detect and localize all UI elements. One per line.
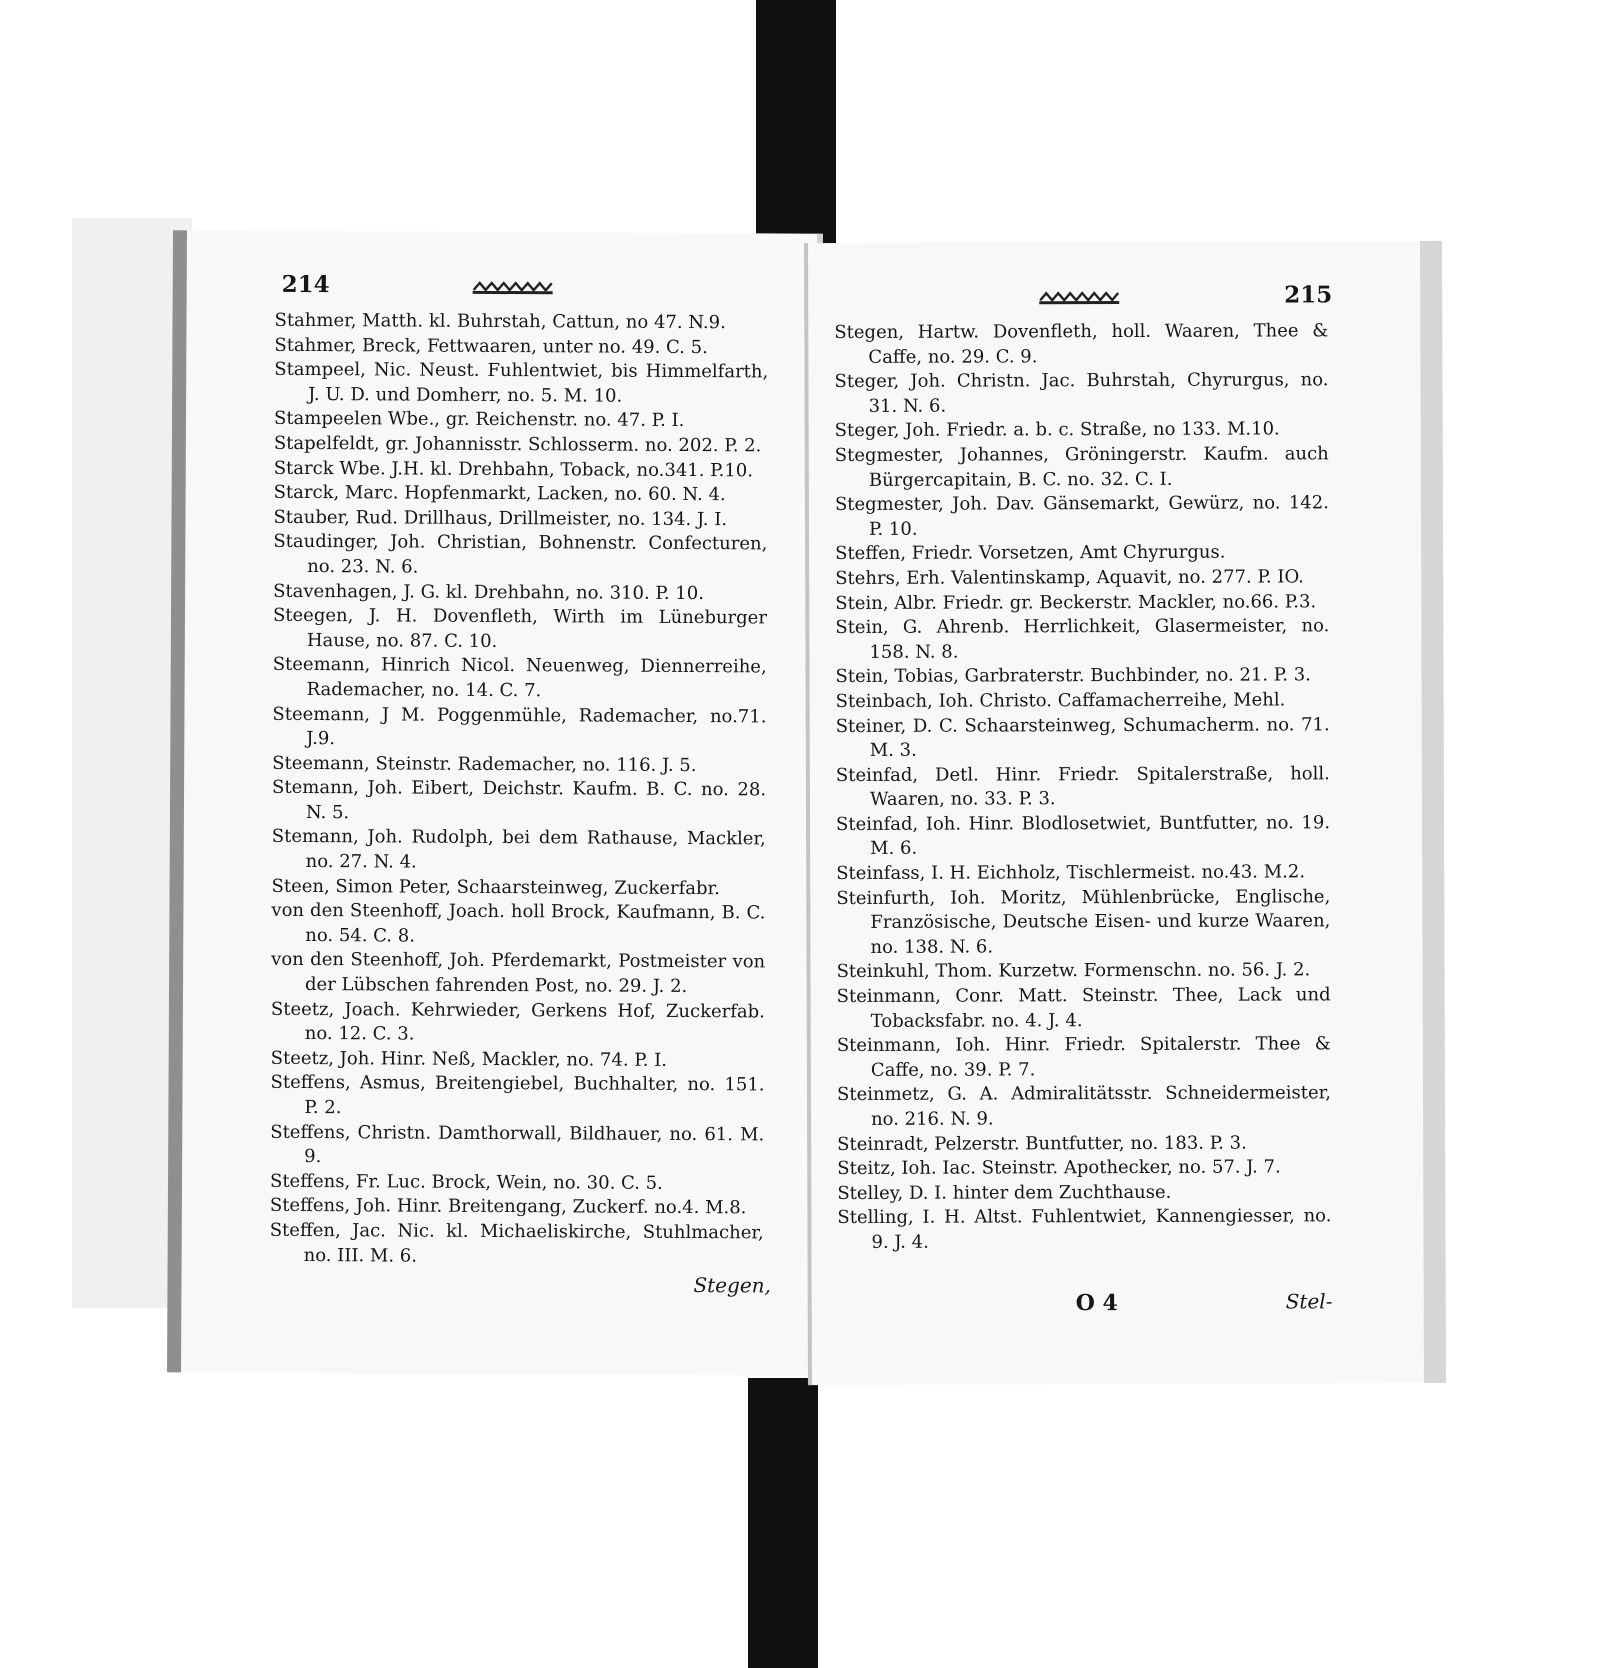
list-item: Steger, Joh. Christn. Jac. Buhrstah, Chyrurgus, no. 31. N. 6. <box>834 369 1329 417</box>
page-number-left: 214 <box>281 270 330 299</box>
right-page <box>804 241 1446 1385</box>
list-item: Steinfad, Ioh. Hinr. Blodlosetwiet, Buntfutter, no. 19. M. 6. <box>836 812 1331 860</box>
list-item: Steger, Joh. Friedr. a. b. c. Straße, no 133. M.10. <box>834 418 1280 442</box>
list-item: Steitz, Ioh. Iac. Steinstr. Apothecker, no. 57. J. 7. <box>837 1156 1281 1180</box>
list-item: Steinfad, Detl. Hinr. Friedr. Spitalerstraße, holl. Waaren, no. 33. P. 3. <box>835 762 1330 811</box>
signature-mark: O 4 <box>1075 1290 1118 1317</box>
list-item: Stehrs, Erh. Valentinskamp, Aquavit, no. 277. P. IO. <box>835 566 1304 589</box>
list-item: Stemann, Joh. Eibert, Deichstr. Kaufm. B. C. no. 28. N. 5. <box>272 777 767 824</box>
list-item: Steffens, Fr. Luc. Brock, Wein, no. 30. C. 5. <box>269 1170 663 1194</box>
list-item: Steiner, D. C. Schaarsteinweg, Schumacherm. no. 71. M. 3. <box>835 713 1330 761</box>
left-entry-list <box>270 309 769 1271</box>
list-item: Stegmester, Johannes, Gröningerstr. Kaufm. auch Bürgercapitain, B. C. no. 32. C. I. <box>834 443 1329 491</box>
list-item: Stein, Tobias, Garbraterstr. Buchbinder, no. 21. P. 3. <box>835 664 1311 688</box>
list-item: Steinradt, Pelzerstr. Buntfutter, no. 183. P. 3. <box>837 1132 1247 1155</box>
list-item: Steetz, Joh. Hinr. Neß, Mackler, no. 74. P. I. <box>270 1047 668 1071</box>
catchword-right: Stel- <box>1285 1289 1333 1314</box>
list-item: Starck, Marc. Hopfenmarkt, Lacken, no. 60. N. 4. <box>273 481 726 506</box>
list-item: Steffen, Friedr. Vorsetzen, Amt Chyrurgus. <box>835 541 1226 565</box>
page-number-right: 215 <box>1284 281 1333 309</box>
list-item: Steinmann, Conr. Matt. Steinstr. Thee, Lack und Tobacksfabr. no. 4. J. 4. <box>836 984 1331 1032</box>
list-item: Steinfass, I. H. Eichholz, Tischlermeist. no.43. M.2. <box>836 861 1306 885</box>
list-item: Steinmetz, G. A. Admiralitätsstr. Schneidermeister, no. 216. N. 9. <box>836 1082 1332 1130</box>
list-item: Steffens, Joh. Hinr. Breitengang, Zuckerf. no.4. M.8. <box>269 1195 747 1219</box>
spine-shadow-top <box>756 0 836 255</box>
list-item: Steffens, Christn. Damthorwall, Bildhauer, no. 61. M. 9. <box>270 1121 765 1168</box>
list-item: Steemann, J M. Poggenmühle, Rademacher, no.71. J.9. <box>272 703 767 750</box>
list-item: Stampeel, Nic. Neust. Fuhlentwiet, bis Himmelfarth, J. U. D. und Domherr, no. 5. M. 10. <box>274 359 769 407</box>
list-item: Steinfurth, Ioh. Moritz, Mühlenbrücke, Englische, Französische, Deutsche Eisen- und kurze Waaren, no. 138. N. 6. <box>836 885 1331 958</box>
list-item: Stemann, Joh. Rudolph, bei dem Rathause, Mackler, no. 27. N. 4. <box>271 826 766 873</box>
list-item: Stein, Albr. Friedr. gr. Beckerstr. Mackler, no.66. P.3. <box>835 590 1317 614</box>
list-item: Steffens, Asmus, Breitengiebel, Buchhalter, no. 151. P. 2. <box>270 1072 765 1119</box>
header-ornament-icon <box>1038 286 1120 308</box>
list-item: Stavenhagen, J. G. kl. Drehbahn, no. 310. P. 10. <box>273 580 705 604</box>
left-page <box>167 230 823 1375</box>
list-item: Stegmester, Joh. Dav. Gänsemarkt, Gewürz, no. 142. P. 10. <box>834 492 1329 540</box>
list-item: Steinkuhl, Thom. Kurzetw. Formenschn. no. 56. J. 2. <box>836 959 1311 983</box>
header-ornament-icon <box>472 276 554 298</box>
list-item: Staudinger, Joh. Christian, Bohnenstr. Confecturen, no. 23. N. 6. <box>273 531 768 578</box>
list-item: Stelling, I. H. Altst. Fuhlentwiet, Kannengiesser, no. 9. J. 4. <box>837 1205 1332 1253</box>
right-entry-list <box>834 319 1331 1255</box>
list-item: Starck Wbe. J.H. kl. Drehbahn, Toback, no.341. P.10. <box>273 457 754 481</box>
list-item: Stauber, Rud. Drillhaus, Drillmeister, no. 134. J. I. <box>273 506 728 530</box>
list-item: Steffen, Jac. Nic. kl. Michaeliskirche, Stuhlmacher, no. III. M. 6. <box>269 1219 764 1267</box>
spine-shadow-bottom <box>748 1378 818 1668</box>
list-item: Stein, G. Ahrenb. Herrlichkeit, Glasermeister, no. 158. N. 8. <box>835 615 1330 663</box>
list-item: Stampeelen Wbe., gr. Reichenstr. no. 47. P. I. <box>273 408 685 432</box>
list-item: Stahmer, Matth. kl. Buhrstah, Cattun, no 47. N.9. <box>274 309 726 334</box>
list-item: Steegen, J. H. Dovenfleth, Wirth im Lüneburger Hause, no. 87. C. 10. <box>272 604 768 652</box>
list-item: Steetz, Joach. Kehrwieder, Gerkens Hof, Zuckerfab. no. 12. C. 3. <box>270 998 765 1045</box>
list-item: von den Steenhoff, Joach. holl Brock, Kaufmann, B. C. no. 54. C. 8. <box>271 900 766 947</box>
list-item: Stapelfeldt, gr. Johannisstr. Schlosserm. no. 202. P. 2. <box>273 432 762 457</box>
list-item: Stahmer, Breck, Fettwaaren, unter no. 49. C. 5. <box>274 334 708 358</box>
list-item: Steinmann, Ioh. Hinr. Friedr. Spitalerstr. Thee & Caffe, no. 39. P. 7. <box>836 1033 1331 1081</box>
list-item: Stegen, Hartw. Dovenfleth, holl. Waaren, Thee & Caffe, no. 29. C. 9. <box>834 320 1329 368</box>
list-item: Steemann, Steinstr. Rademacher, no. 116. J. 5. <box>272 752 697 776</box>
list-item: Steinbach, Ioh. Christo. Caffamacherreihe, Mehl. <box>835 689 1286 712</box>
list-item: von den Steenhoff, Joh. Pferdemarkt, Postmeister von der Lübschen fahrenden Post, no. 29. J. 2. <box>271 949 766 998</box>
catchword-left: Stegen, <box>693 1273 771 1298</box>
list-item: Steemann, Hinrich Nicol. Neuenweg, Diennerreihe, Rademacher, no. 14. C. 7. <box>272 654 767 702</box>
list-item: Stelley, D. I. hinter dem Zuchthause. <box>837 1181 1172 1204</box>
list-item: Steen, Simon Peter, Schaarsteinweg, Zuckerfabr. <box>271 875 720 899</box>
